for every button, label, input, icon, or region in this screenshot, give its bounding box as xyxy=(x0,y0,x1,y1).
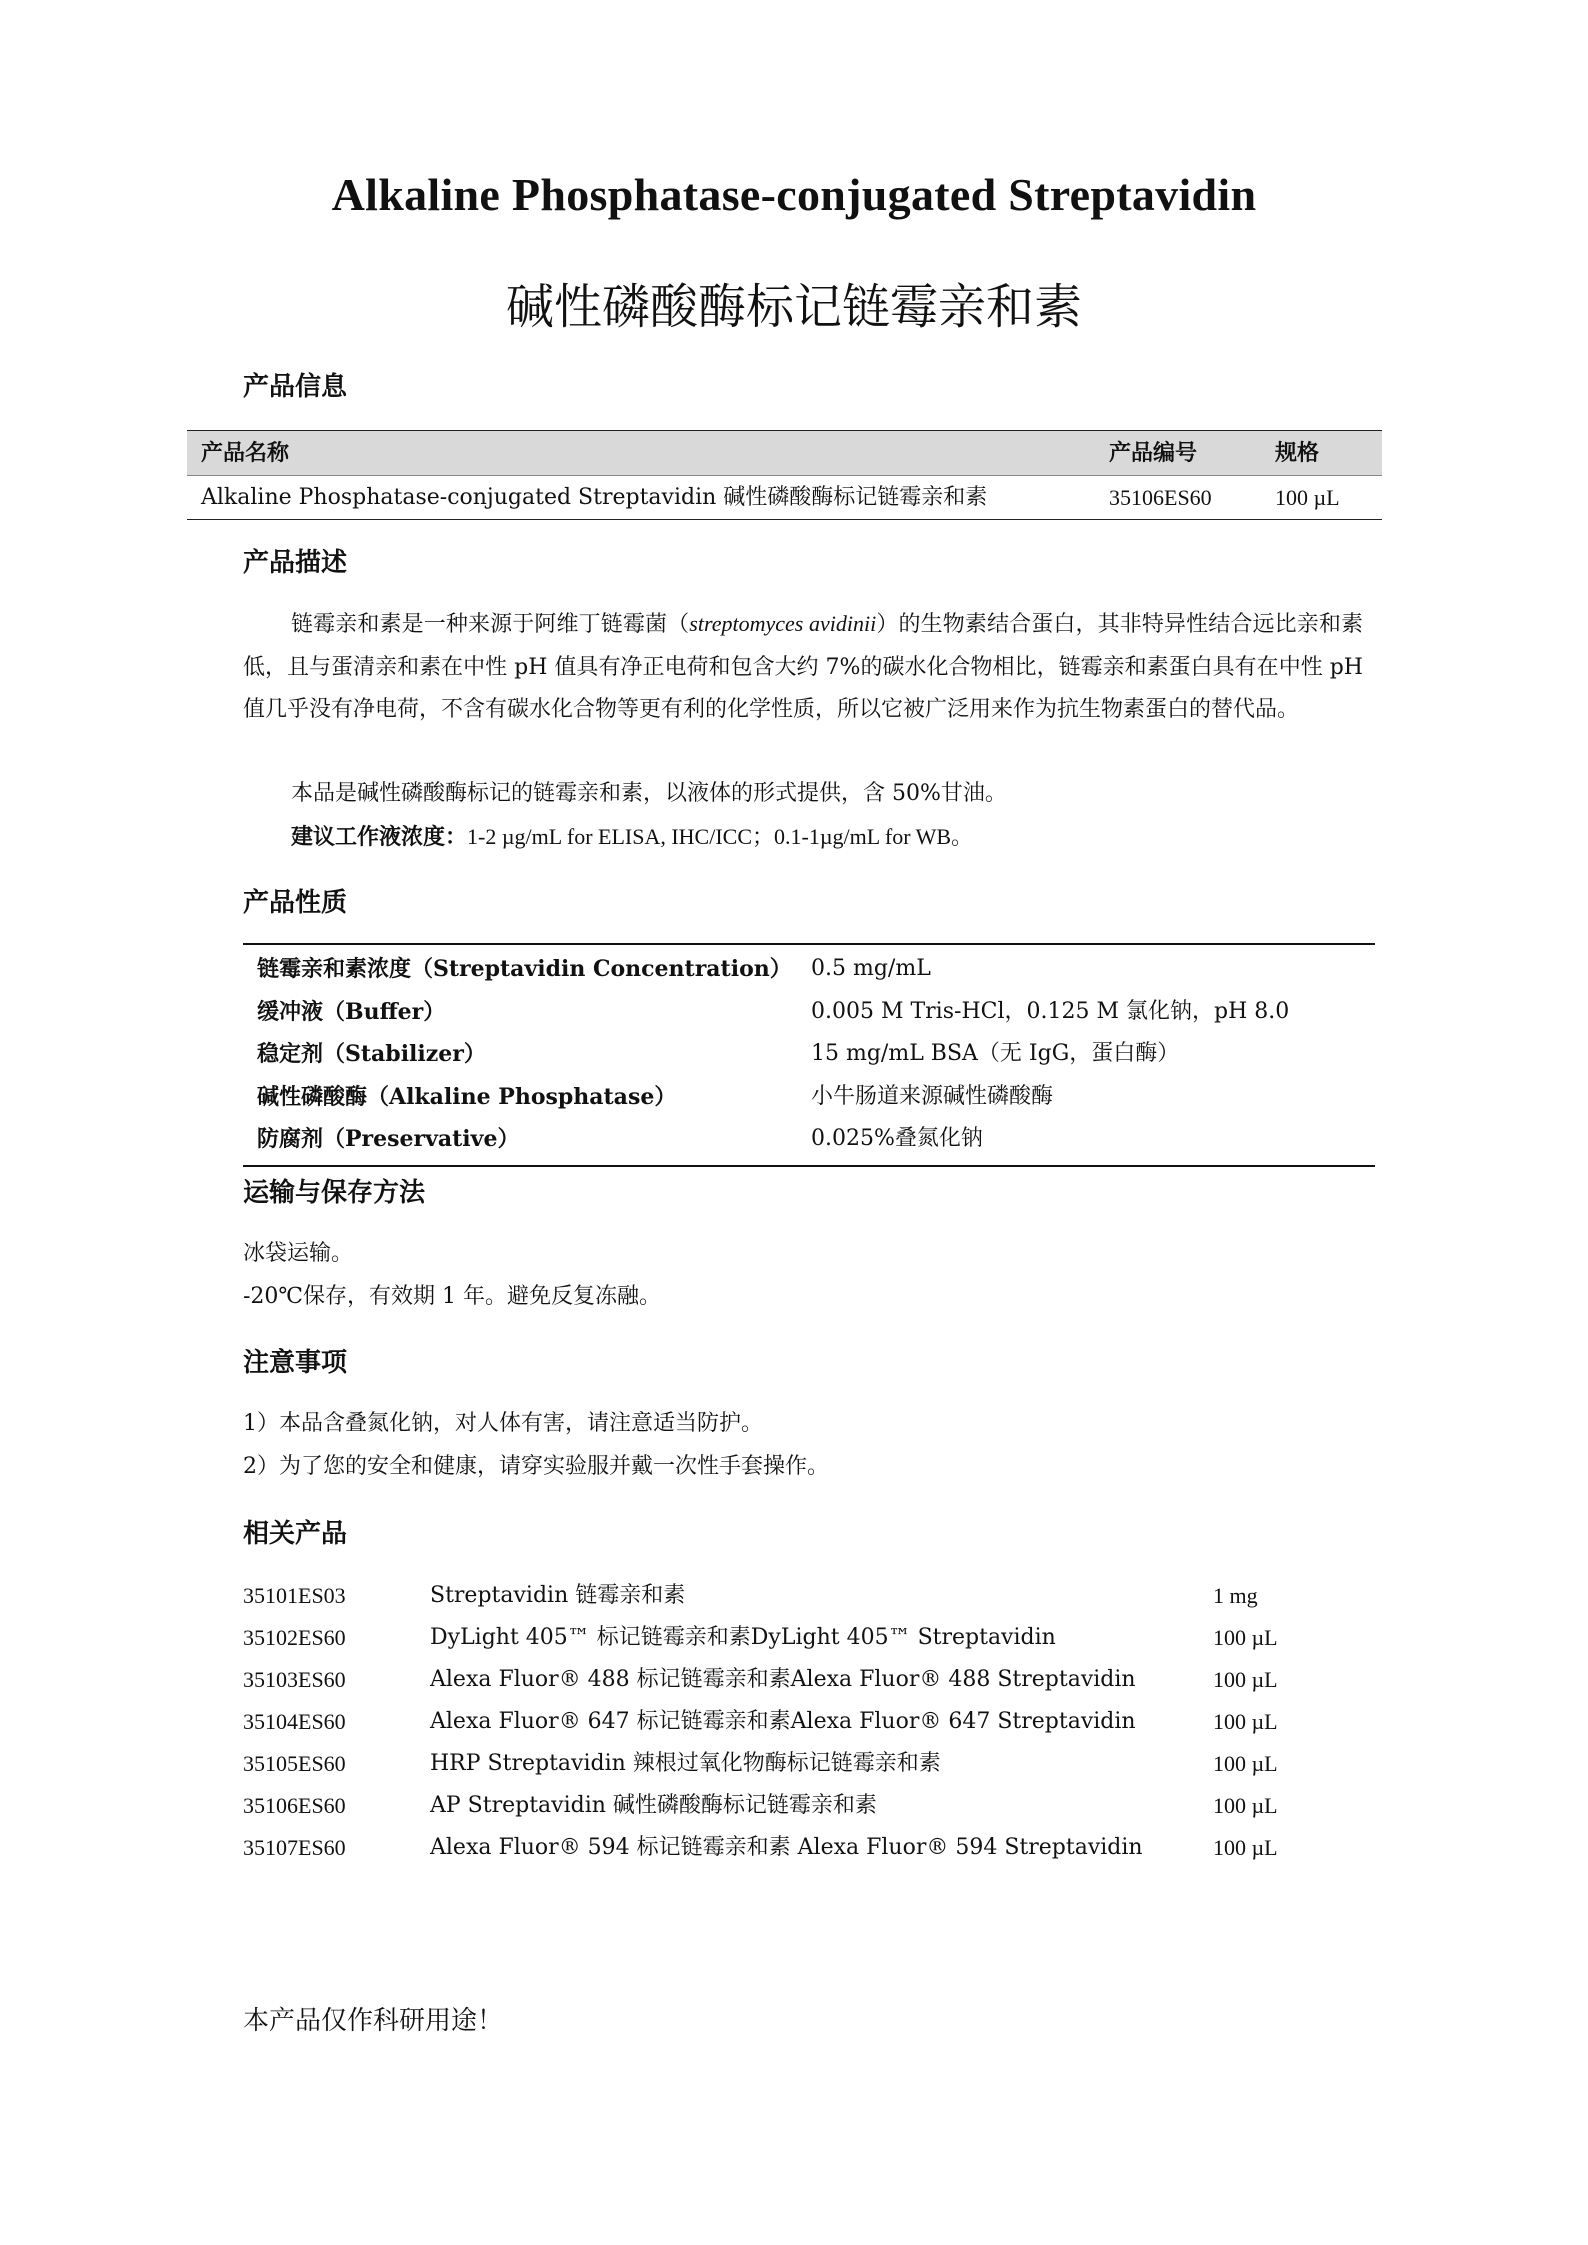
related-code: 35104ES60 xyxy=(243,1709,346,1734)
related-code: 35105ES60 xyxy=(243,1751,346,1776)
related-desc: Alexa Fluor® 594 标记链霉亲和素 Alexa Fluor® 594 Streptavidin xyxy=(430,1835,1143,1860)
property-value: 0.025%叠氮化钠 xyxy=(811,1126,983,1151)
title-chinese: 碱性磷酸酶标记链霉亲和素 xyxy=(505,279,1082,335)
property-value: 15 mg/mL BSA（无 IgG，蛋白酶） xyxy=(811,1041,1180,1066)
related-code: 35107ES60 xyxy=(243,1835,346,1860)
property-value: 0.5 mg/mL xyxy=(811,956,931,981)
related-qty: 100 µL xyxy=(1213,1793,1278,1818)
related-qty: 100 µL xyxy=(1213,1835,1278,1860)
product-spec: 100 µL xyxy=(1275,485,1340,510)
property-row xyxy=(243,948,1375,991)
related-code: 35102ES60 xyxy=(243,1625,346,1650)
section-heading-description: 产品描述 xyxy=(243,548,348,578)
related-desc: Alexa Fluor® 488 标记链霉亲和素Alexa Fluor® 488 Streptavidin xyxy=(430,1667,1136,1692)
header-product-code: 产品编号 xyxy=(1109,440,1198,466)
related-qty: 100 µL xyxy=(1213,1751,1278,1776)
related-desc: Alexa Fluor® 647 标记链霉亲和素Alexa Fluor® 647 Streptavidin xyxy=(430,1709,1136,1734)
properties-table xyxy=(243,943,1375,1167)
related-qty: 100 µL xyxy=(1213,1625,1278,1650)
working-concentration-label: 建议工作液浓度： xyxy=(291,824,468,850)
working-concentration-value: 1-2 µg/mL for ELISA, IHC/ICC；0.1-1µg/mL for WB。 xyxy=(467,824,974,849)
section-heading-product-info: 产品信息 xyxy=(243,372,348,402)
product-info-header-row xyxy=(187,430,1382,476)
related-desc: Streptavidin 链霉亲和素 xyxy=(430,1583,686,1608)
related-code: 35101ES03 xyxy=(243,1583,346,1608)
note-item: 2）为了您的安全和健康，请穿实验服并戴一次性手套操作。 xyxy=(243,1454,829,1479)
related-product-row xyxy=(243,1659,1383,1701)
related-qty: 100 µL xyxy=(1213,1667,1278,1692)
product-code: 35106ES60 xyxy=(1109,485,1212,510)
related-desc: AP Streptavidin 碱性磷酸酶标记链霉亲和素 xyxy=(430,1793,877,1818)
related-qty: 1 mg xyxy=(1213,1583,1258,1608)
related-product-row xyxy=(243,1785,1383,1827)
property-key: 碱性磷酸酶（Alkaline Phosphatase） xyxy=(257,1083,677,1110)
property-key: 缓冲液（Buffer） xyxy=(257,998,446,1025)
product-info-table xyxy=(187,430,1382,520)
section-heading-notes: 注意事项 xyxy=(243,1348,348,1378)
property-key: 稳定剂（Stabilizer） xyxy=(257,1041,486,1067)
header-product-spec: 规格 xyxy=(1275,440,1320,466)
related-desc: DyLight 405™ 标记链霉亲和素DyLight 405™ Streptavidin xyxy=(430,1625,1056,1650)
description-paragraph-1 xyxy=(243,603,1363,732)
property-key: 链霉亲和素浓度（Streptavidin Concentration） xyxy=(257,956,792,982)
related-product-row xyxy=(243,1575,1383,1617)
section-heading-storage: 运输与保存方法 xyxy=(243,1178,426,1208)
related-desc: HRP Streptavidin 辣根过氧化物酶标记链霉亲和素 xyxy=(430,1751,941,1776)
description-paragraph-2: 本品是碱性磷酸酶标记的链霉亲和素，以液体的形式提供，含 50%甘油。 xyxy=(291,781,1007,806)
note-item: 1）本品含叠氮化钠，对人体有害，请注意适当防护。 xyxy=(243,1411,763,1436)
research-use-only-note: 本产品仅作科研用途！ xyxy=(243,2006,504,2036)
property-row xyxy=(243,991,1375,1034)
section-heading-properties: 产品性质 xyxy=(243,888,348,918)
description-p1-part-a: 链霉亲和素是一种来源于阿维丁链霉菌（ xyxy=(291,612,690,637)
species-name: streptomyces avidinii xyxy=(689,611,877,636)
property-key: 防腐剂（Preservative） xyxy=(257,1126,520,1152)
related-products-table xyxy=(243,1575,1383,1869)
storage-line-1: 冰袋运输。 xyxy=(243,1241,354,1266)
related-qty: 100 µL xyxy=(1213,1709,1278,1734)
related-code: 35106ES60 xyxy=(243,1793,346,1818)
product-info-row xyxy=(187,476,1382,520)
description-p1-part-b: ）的生物素结合蛋白，其非特异性结合远比亲和素低，且与蛋清亲和素在中性 pH 值具有净正电荷和包含大约 7%的碳水化合物相比，链霉亲和素蛋白具有在中性 pH 值几乎没有净电荷，不含有碳水化合物等更有利的化学性质，所以它被广泛用来作为抗生物素蛋白的替代品。 xyxy=(243,612,1363,722)
property-value: 0.005 M Tris-HCl，0.125 M 氯化钠，pH 8.0 xyxy=(811,998,1290,1024)
title-english: Alkaline Phosphatase-conjugated Streptavidin xyxy=(331,169,1257,220)
related-product-row xyxy=(243,1827,1383,1869)
related-product-row xyxy=(243,1701,1383,1743)
storage-line-2: -20℃保存，有效期 1 年。避免反复冻融。 xyxy=(243,1284,662,1309)
header-product-name: 产品名称 xyxy=(201,440,290,466)
property-row xyxy=(243,1033,1375,1076)
property-value: 小牛肠道来源碱性磷酸酶 xyxy=(811,1083,1054,1109)
related-code: 35103ES60 xyxy=(243,1667,346,1692)
related-product-row xyxy=(243,1617,1383,1659)
property-row xyxy=(243,1118,1375,1161)
section-heading-related: 相关产品 xyxy=(243,1519,348,1549)
product-name: Alkaline Phosphatase-conjugated Streptavidin 碱性磷酸酶标记链霉亲和素 xyxy=(201,485,988,510)
property-row xyxy=(243,1076,1375,1119)
description-paragraph-3 xyxy=(243,816,1363,860)
related-product-row xyxy=(243,1743,1383,1785)
